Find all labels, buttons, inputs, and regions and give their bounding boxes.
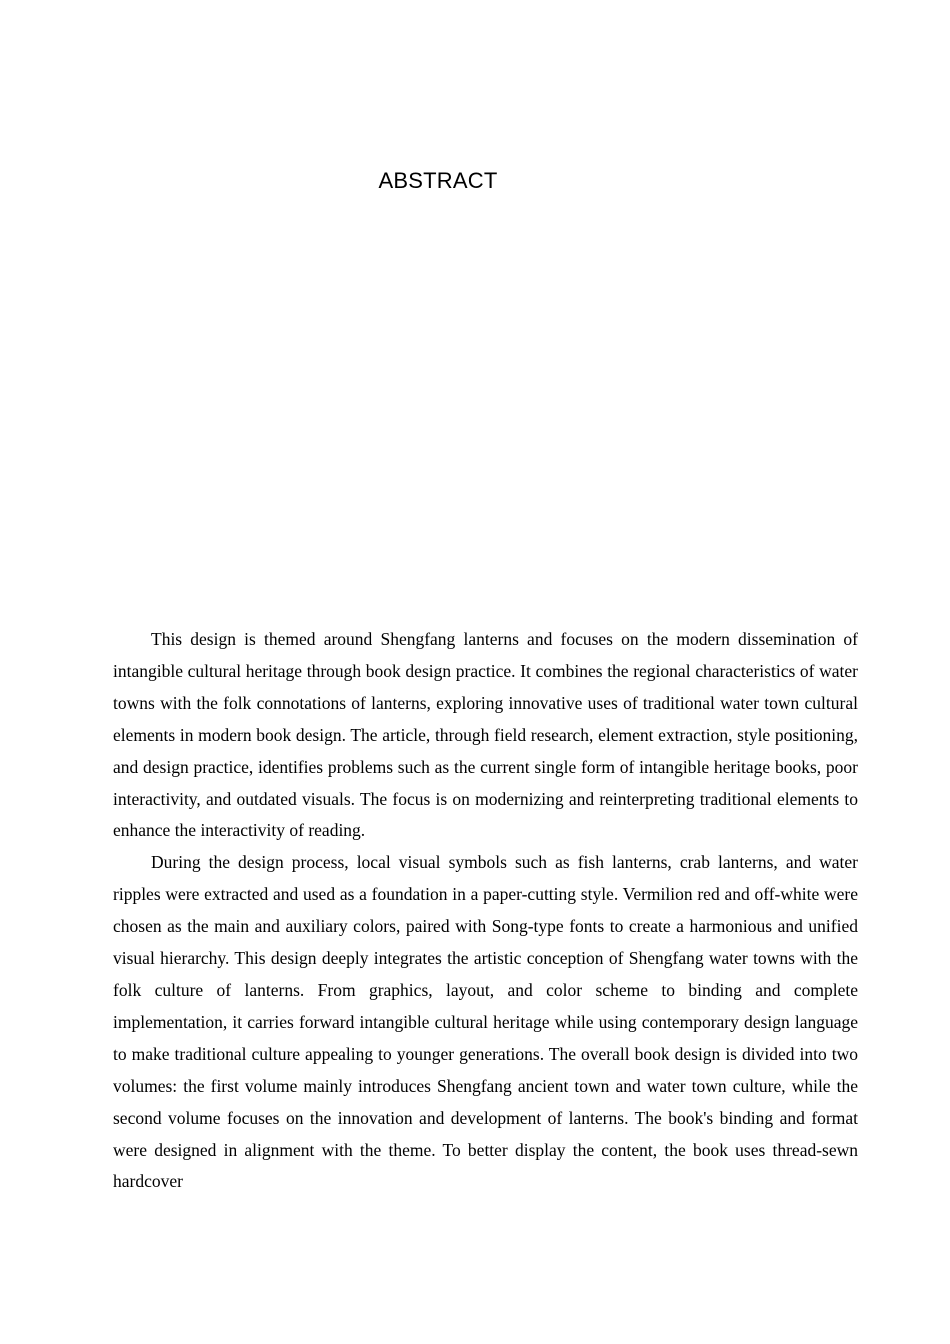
abstract-paragraph-1: This design is themed around Shengfang lanterns and focuses on the modern dissemination of intangible cultural heritage through book design practice. It combines the regional characteristics of water towns with the folk connotations of lanterns, exploring innovative uses of traditional water town cultural elements in modern book design. The article, through field research, element extraction, style positioning, and design practice, identifies problems such as the current single form of intangible heritage books, poor interactivity, and outdated visuals. The focus is on modernizing and reinterpreting traditional elements to enhance the interactivity of reading. xyxy=(113,629,858,841)
abstract-body xyxy=(113,624,858,1198)
abstract-paragraph-2: During the design process, local visual symbols such as fish lanterns, crab lanterns, and water ripples were extracted and used as a foundation in a paper-cutting style. Vermilion red and off-white were chosen as the main and auxiliary colors, paired with Song-type fonts to create a harmonious and unified visual hierarchy. This design deeply integrates the artistic conception of Shengfang water towns with the folk culture of lanterns. From graphics, layout, and color scheme to binding and complete implementation, it carries forward intangible cultural heritage while using contemporary design language to make traditional culture appealing to younger generations. The overall book design is divided into two volumes: the first volume mainly introduces Shengfang ancient town and water town culture, while the second volume focuses on the innovation and development of lanterns. The book's binding and format were designed in alignment with the theme. To better display the content, the book uses thread-sewn hardcover xyxy=(113,852,858,1192)
abstract-heading: ABSTRACT xyxy=(378,168,498,193)
